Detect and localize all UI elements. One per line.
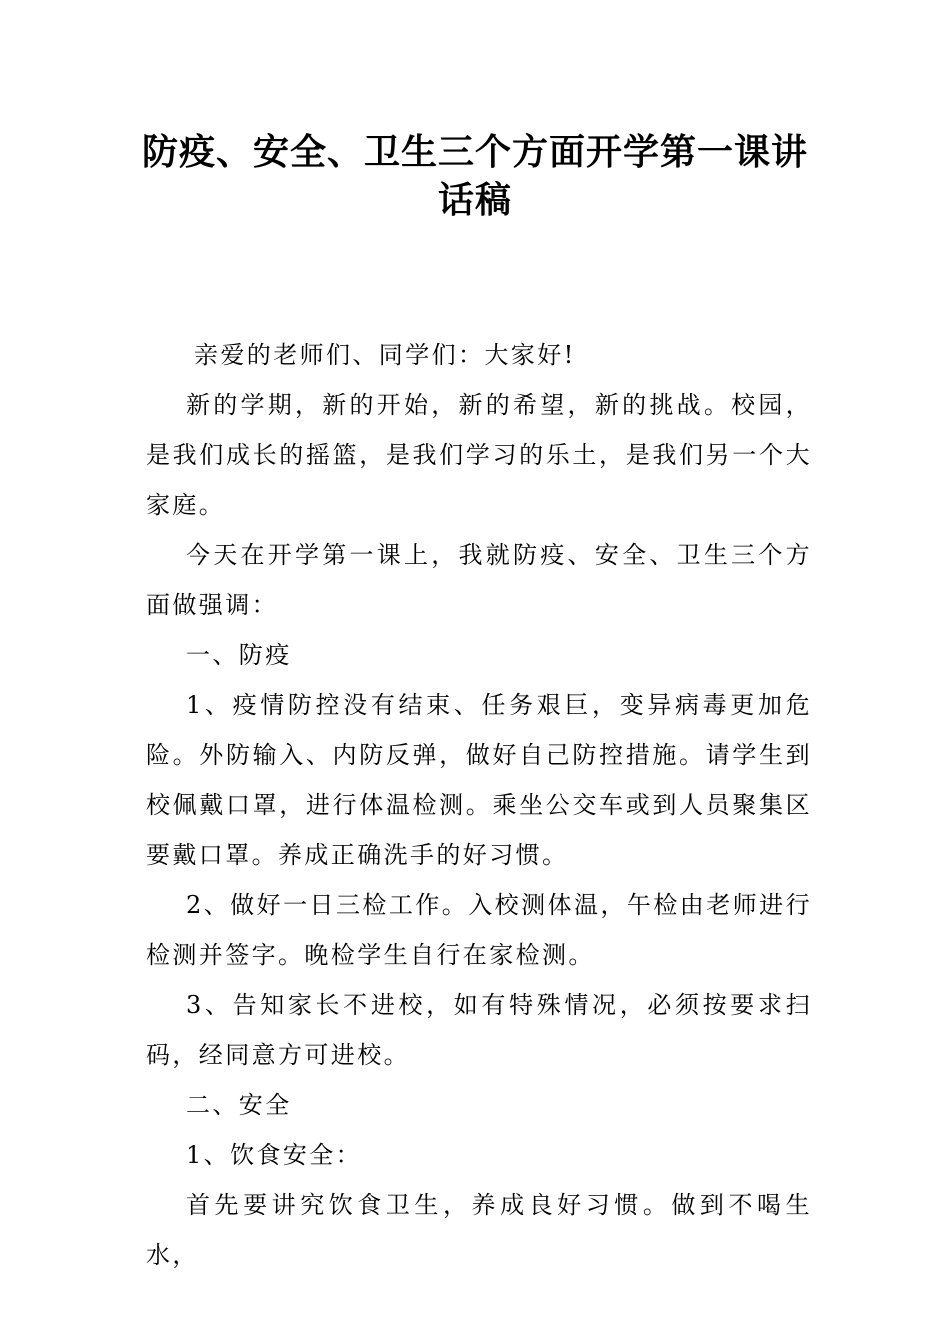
paragraph: 新的学期，新的开始，新的希望，新的挑战。校园，是我们成长的摇篮，是我们学习的乐土，是我们另一个大家庭。 bbox=[146, 391, 812, 519]
title-line-2: 话稿 bbox=[437, 179, 512, 221]
paragraph: 首先要讲究饮食卫生，养成良好习惯。做到不喝生水， bbox=[146, 1191, 812, 1269]
section-heading: 一、防疫 bbox=[186, 641, 292, 669]
paragraph-greeting: 亲爱的老师们、同学们：大家好! bbox=[194, 341, 576, 369]
document-title bbox=[120, 128, 830, 224]
paragraph: 1、疫情防控没有结束、任务艰巨，变异病毒更加危险。外防输入、内防反弹，做好自己防控措施。请学生到校佩戴口罩，进行体温检测。乘坐公交车或到人员聚集区要戴口罩。养成正确洗手的好习惯。 bbox=[146, 691, 812, 869]
subsection-heading: 1、饮食安全： bbox=[186, 1141, 363, 1169]
document-body bbox=[146, 330, 812, 1280]
paragraph: 2、做好一日三检工作。入校测体温，午检由老师进行检测并签字。晚检学生自行在家检测。 bbox=[146, 891, 812, 969]
paragraph: 今天在开学第一课上，我就防疫、安全、卫生三个方面做强调： bbox=[146, 541, 812, 619]
title-line-1: 防疫、安全、卫生三个方面开学第一课讲 bbox=[141, 131, 808, 173]
paragraph: 3、告知家长不进校，如有特殊情况，必须按要求扫码，经同意方可进校。 bbox=[146, 991, 812, 1069]
section-heading: 二、安全 bbox=[186, 1091, 292, 1119]
